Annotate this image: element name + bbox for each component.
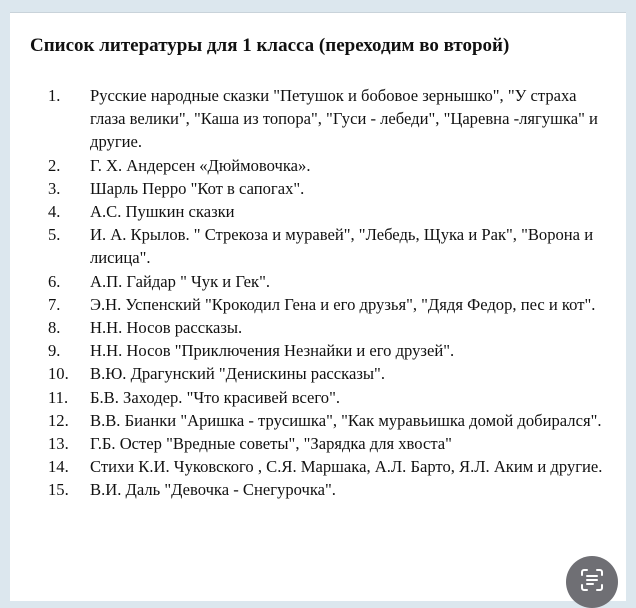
item-number: 11. [48, 387, 69, 407]
text-scan-icon [579, 567, 605, 598]
item-text: В.В. Бианки "Аришка - трусишка", "Как муравьишка домой добирался". [90, 410, 602, 430]
item-number: 3. [48, 178, 61, 198]
list-item [48, 432, 608, 455]
list-item [48, 270, 608, 293]
item-number: 4. [48, 202, 61, 222]
item-text: А.С. Пушкин сказки [90, 202, 235, 222]
item-number: 8. [48, 318, 61, 338]
list-item [48, 316, 608, 339]
list-item [48, 177, 608, 200]
text-scan-button[interactable] [566, 556, 618, 608]
item-text: Русские народные сказки "Петушок и бобовое зернышко", "У страха глаза велики", "Каша из топора", "Гуси - лебеди", "Царевна -лягушка" и другие. [90, 86, 598, 152]
list-item [48, 293, 608, 316]
item-text: Г.Б. Остер "Вредные советы", "Зарядка для хвоста" [90, 434, 452, 454]
literature-list [48, 84, 608, 502]
item-text: Н.Н. Носов рассказы. [90, 318, 243, 338]
item-text: Стихи К.И. Чуковского , С.Я. Маршака, А.Л. Барто, Я.Л. Аким и другие. [90, 457, 603, 477]
item-text: Шарль Перро "Кот в сапогах". [90, 178, 305, 198]
list-item [48, 223, 608, 269]
list-item [48, 362, 608, 385]
item-number: 1. [48, 86, 61, 105]
document-page [10, 12, 626, 601]
item-text: Г. Х. Андерсен «Дюймовочка». [90, 155, 311, 175]
document-title: Список литературы для 1 класса (переходим во второй) [30, 35, 510, 56]
item-text: В.И. Даль "Девочка - Снегурочка". [90, 480, 336, 500]
list-item [48, 478, 608, 501]
item-text: Б.В. Заходер. "Что красивей всего". [90, 387, 341, 407]
item-text: В.Ю. Драгунский "Денискины рассказы". [90, 364, 385, 384]
item-text: Э.Н. Успенский "Крокодил Гена и его друзья", "Дядя Федор, пес и кот". [90, 294, 596, 314]
list-item [48, 339, 608, 362]
list-item [48, 200, 608, 223]
item-text: И. А. Крылов. " Стрекоза и муравей", "Лебедь, Щука и Рак", "Ворона и лисица". [90, 225, 594, 268]
list-item [48, 455, 608, 478]
item-number: 12. [48, 410, 69, 430]
item-text: Н.Н. Носов "Приключения Незнайки и его друзей". [90, 341, 455, 361]
list-item [48, 409, 608, 432]
item-number: 7. [48, 294, 61, 314]
item-number: 6. [48, 271, 61, 291]
list-item [48, 84, 608, 154]
item-number: 10. [48, 364, 69, 384]
item-number: 14. [48, 457, 69, 477]
item-number: 2. [48, 155, 61, 175]
item-number: 9. [48, 341, 61, 361]
item-text: А.П. Гайдар " Чук и Гек". [90, 271, 271, 291]
item-number: 15. [48, 480, 69, 500]
item-number: 5. [48, 225, 61, 245]
list-item [48, 154, 608, 177]
item-number: 13. [48, 434, 69, 454]
list-item [48, 386, 608, 409]
